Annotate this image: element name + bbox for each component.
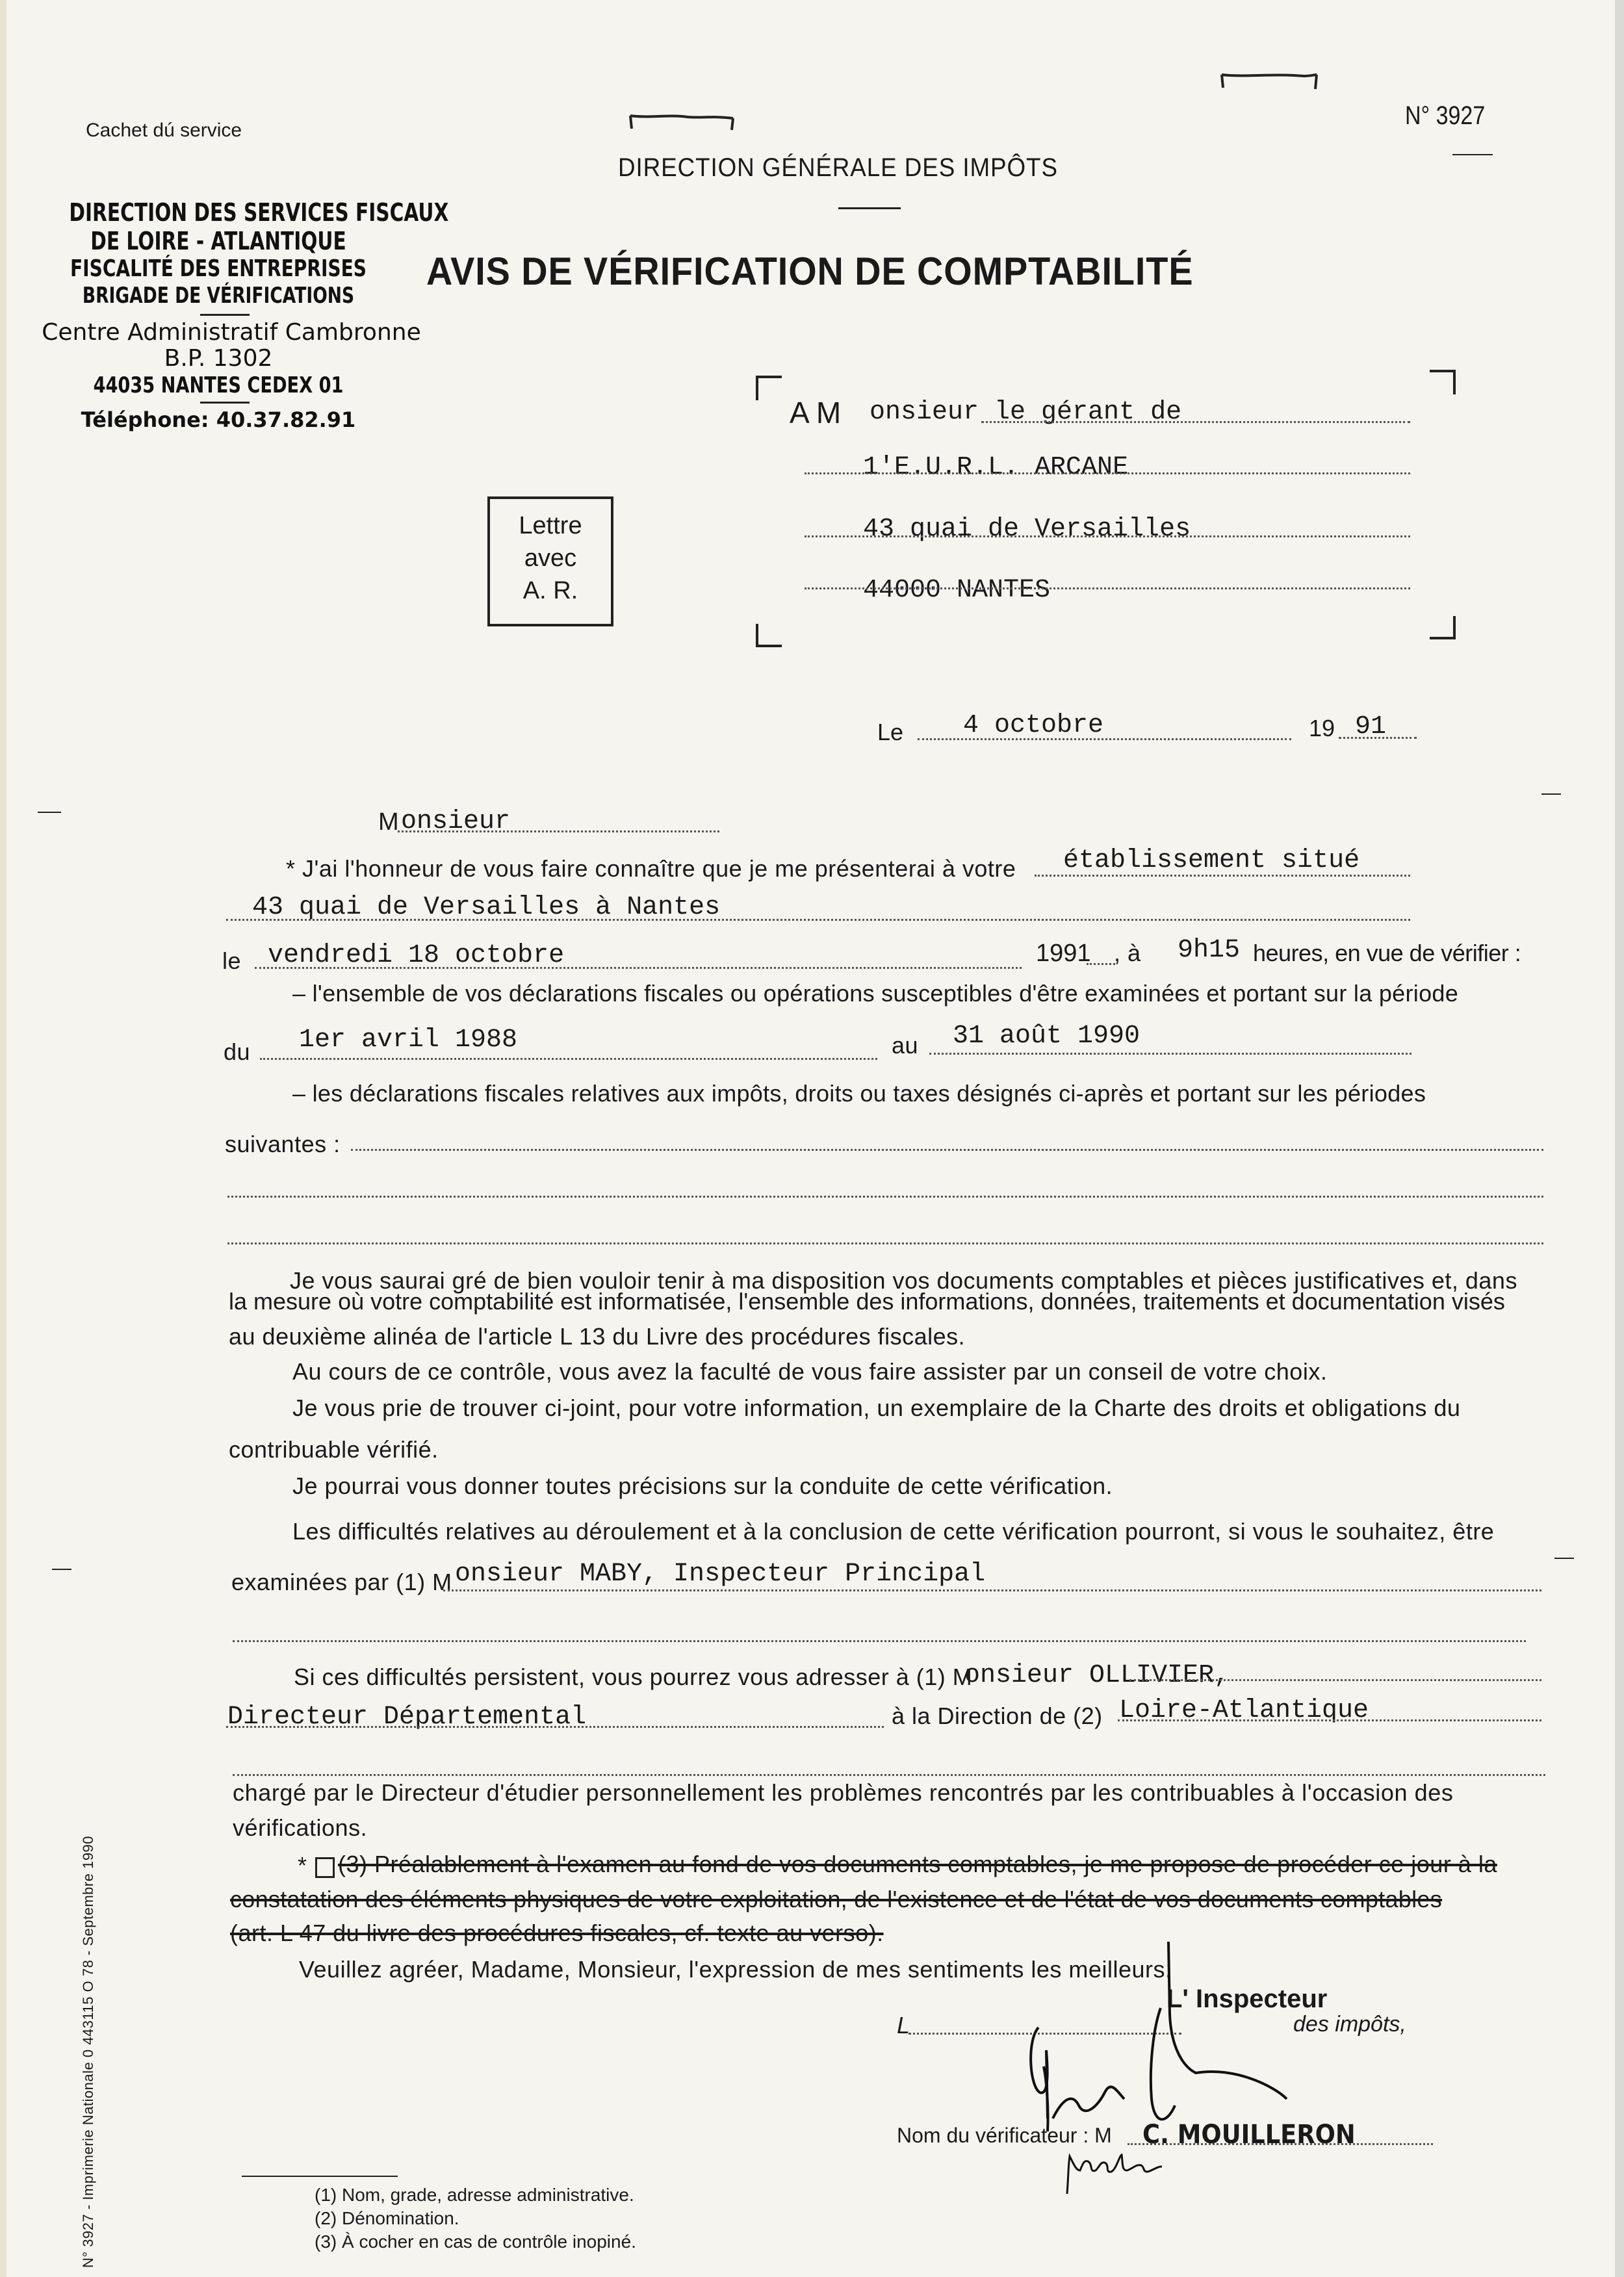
signatory-title: L' Inspecteur xyxy=(1166,1985,1328,2013)
recipient-line-3: 43 quai de Versailles xyxy=(863,515,1191,544)
examiner-name: onsieur MABY, Inspecteur Principal xyxy=(455,1560,986,1589)
direction-rule xyxy=(838,207,901,209)
visit-date: vendredi 18 octobre xyxy=(268,941,565,970)
registered-mail-line: A. R. xyxy=(522,577,578,604)
dotted-line xyxy=(233,1640,1526,1642)
registered-mail-box xyxy=(487,496,613,626)
salutation: onsieur xyxy=(401,807,511,836)
suivantes-label: suivantes : xyxy=(225,1131,341,1157)
stamp-rule xyxy=(200,402,250,404)
struck-text-line: (3) Préalablement à l'examen au fond de vos documents comptables, je me propose de procéder ce jour à la xyxy=(338,1851,1497,1877)
stamp-line: 44035 NANTES CEDEX 01 xyxy=(93,372,344,398)
stamp-line: FISCALITÉ DES ENTREPRISES xyxy=(70,255,367,282)
examinees-label: examinées par (1) M xyxy=(231,1569,452,1595)
stamp-rule xyxy=(200,314,250,316)
director-name: onsieur OLLIVIER, xyxy=(964,1661,1230,1690)
scan-right-edge xyxy=(1615,0,1624,2277)
dotted-line xyxy=(233,1774,1545,1776)
direction-name: Loire-Atlantique xyxy=(1119,1696,1369,1725)
date-century: 19 xyxy=(1309,715,1335,741)
address-bracket-bottom-right xyxy=(1430,616,1456,639)
stamp-line: BRIGADE DE VÉRIFICATIONS xyxy=(82,283,355,309)
dotted-line xyxy=(398,830,719,832)
direction-title: DIRECTION GÉNÉRALE DES IMPÔTS xyxy=(618,153,1058,182)
dotted-line xyxy=(226,1726,884,1728)
stamp-line: B.P. 1302 xyxy=(164,345,273,372)
paragraph-documents-line: Je vous saurai gré de bien vouloir tenir à ma disposition vos documents comptables et pièces justificatives et, dans xyxy=(290,1267,1517,1294)
date-label: Le xyxy=(877,719,904,745)
dotted-line xyxy=(351,1149,1543,1151)
scan-left-edge xyxy=(0,0,6,2277)
closing-formula: Veuillez agréer, Madame, Monsieur, l'expression de mes sentiments les meilleurs. xyxy=(299,1956,1172,1983)
form-number: N° 3927 xyxy=(1405,101,1486,130)
visit-time: 9h15 xyxy=(1178,936,1241,965)
imprint-text: N° 3927 - Imprimerie Nationale 0 443115 O 78 - Septembre 1990 xyxy=(80,1835,96,2268)
dotted-line xyxy=(805,587,1410,589)
le-label: le xyxy=(222,947,242,974)
dotted-line xyxy=(1118,1719,1541,1721)
dotted-line xyxy=(260,1058,877,1060)
paragraph-documents-line: la mesure où votre comptabilité est informatisée, l'ensemble des informations, données, traitements et documentation visés xyxy=(229,1288,1505,1315)
paragraph-details: Je pourrai vous donner toutes précisions sur la conduite de cette vérification. xyxy=(292,1473,1113,1499)
surprise-check-checkbox[interactable] xyxy=(315,1857,335,1878)
paragraph-charter-line: contribuable vérifié. xyxy=(229,1436,439,1463)
signatory-subtitle: des impôts, xyxy=(1293,2012,1406,2037)
stamp-line: DIRECTION DES SERVICES FISCAUX xyxy=(69,198,449,227)
verifier-name: C. MOUILLERON xyxy=(1142,2120,1356,2150)
service-stamp xyxy=(23,198,449,432)
charge-text-line: chargé par le Directeur d'étudier personnellement les problèmes rencontrés par les contribuables à l'occasion des xyxy=(233,1779,1454,1806)
address-bracket-bottom-left xyxy=(756,624,782,647)
time-prefix: , à xyxy=(1114,940,1141,966)
intro-text: * J'ai l'honneur de vous faire connaître que je me présenterai à votre xyxy=(286,855,1016,882)
address-bracket-top-left xyxy=(756,376,782,400)
fold-mark xyxy=(1541,793,1561,795)
recipient-line-1: onsieur le gérant de xyxy=(870,398,1182,427)
period-start: 1er avril 1988 xyxy=(299,1025,518,1055)
stamp-line: Centre Administratif Cambronne xyxy=(42,319,421,346)
stamp-line: DE LOIRE - ATLANTIQUE xyxy=(90,227,346,255)
cachet-label: Cachet dú service xyxy=(86,120,242,141)
dotted-line xyxy=(227,1242,1543,1244)
dotted-line xyxy=(805,535,1410,537)
place-type: établissement situé xyxy=(1063,846,1360,875)
paragraph-advisor: Au cours de ce contrôle, vous avez la faculté de vous faire assister par un conseil de votre choix. xyxy=(292,1358,1328,1385)
director-title: Directeur Départemental xyxy=(227,1703,587,1732)
verification-item-1: – l'ensemble de vos déclarations fiscales ou opérations susceptibles d'être examinées et portant sur la période xyxy=(292,980,1459,1007)
verification-item-2: – les déclarations fiscales relatives aux impôts, droits ou taxes désignés ci-après et portant sur les périodes xyxy=(292,1080,1426,1107)
fold-mark xyxy=(38,812,61,813)
dotted-line xyxy=(981,421,1410,423)
pen-mark-left xyxy=(629,110,740,136)
date-year: 91 xyxy=(1355,712,1387,741)
time-suffix: heures, en vue de vérifier : xyxy=(1253,940,1521,966)
fold-mark xyxy=(1554,1558,1574,1559)
recipient-prefix: A M xyxy=(790,396,842,430)
form-number-rule xyxy=(1452,154,1493,155)
recipient-line-2: 1'E.U.R.L. ARCANE xyxy=(863,453,1129,482)
paragraph-documents-line: au deuxième alinéa de l'article L 13 du Livre des procédures fiscales. xyxy=(229,1323,966,1350)
footnote-item: (3) À cocher en cas de contrôle inopiné. xyxy=(315,2232,636,2252)
registered-mail-line: Lettre xyxy=(519,512,582,539)
verifier-label: Nom du vérificateur : M xyxy=(897,2124,1112,2147)
footnote-rule xyxy=(242,2176,398,2177)
dotted-line xyxy=(227,1196,1543,1198)
period-end: 31 août 1990 xyxy=(953,1022,1141,1051)
handwritten-note-madame xyxy=(1064,2151,1181,2196)
charge-text-line: vérifications. xyxy=(233,1814,368,1841)
paragraph-difficulties: Les difficultés relatives au déroulement et à la conclusion de cette vérification pourront, si vous le souhaitez, être xyxy=(292,1518,1495,1545)
visit-address: 43 quai de Versailles à Nantes xyxy=(252,893,721,922)
direction-label: à la Direction de (2) xyxy=(892,1703,1103,1729)
footnote-item: (1) Nom, grade, adresse administrative. xyxy=(315,2185,634,2205)
au-label: au xyxy=(892,1032,919,1059)
dotted-line xyxy=(1087,963,1115,965)
struck-asterisk: * xyxy=(298,1852,307,1879)
date-day-month: 4 octobre xyxy=(963,711,1104,740)
struck-text-line: (art. L 47 du livre des procédures fiscales, cf. texte au verso). xyxy=(230,1920,884,1946)
footnote-item: (2) Dénomination. xyxy=(315,2208,459,2228)
paragraph-charter-line: Je vous prie de trouver ci-joint, pour votre information, un exemplaire de la Charte des droits et obligations du xyxy=(292,1395,1461,1421)
recipient-line-4: 44000 NANTES xyxy=(863,576,1051,605)
fold-mark xyxy=(52,1569,71,1570)
address-bracket-top-right xyxy=(1430,370,1456,394)
persist-text: Si ces difficultés persistent, vous pourrez vous adresser à (1) M xyxy=(294,1664,973,1690)
dotted-line xyxy=(805,472,1410,474)
du-label: du xyxy=(224,1038,251,1065)
struck-text-line: constatation des éléments physiques de votre exploitation, de l'existence et de l'état de vos documents comptables xyxy=(230,1886,1443,1912)
visit-year: 1991 xyxy=(1036,940,1091,967)
signature-l-mark: L xyxy=(897,2012,910,2039)
page-title: AVIS DE VÉRIFICATION DE COMPTABILITÉ xyxy=(426,250,1194,293)
dotted-line xyxy=(929,1053,1411,1055)
dotted-line xyxy=(1129,1679,1541,1681)
registered-mail-line: avec xyxy=(524,545,577,572)
dotted-line xyxy=(443,1589,1541,1591)
pen-mark-right xyxy=(1219,68,1323,94)
stamp-line: Téléphone: 40.37.82.91 xyxy=(81,407,356,432)
salutation-prefix: M xyxy=(378,808,399,836)
